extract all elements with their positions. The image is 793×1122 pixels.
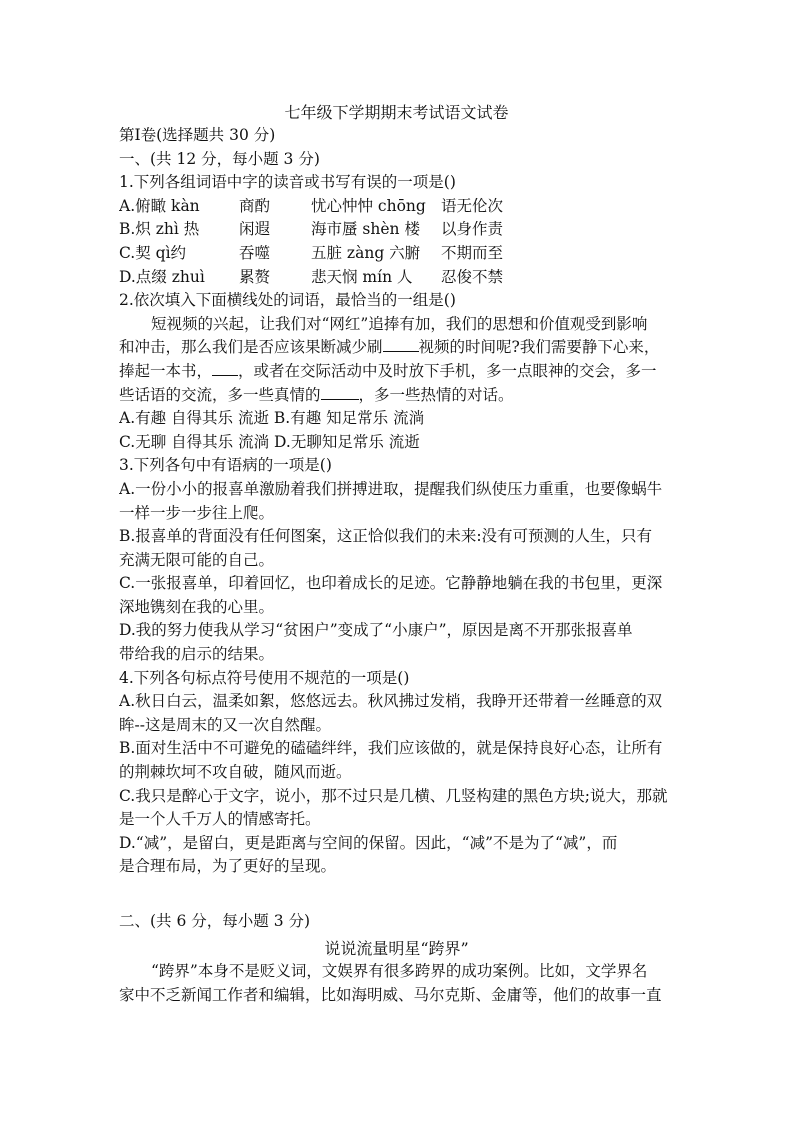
q1-a-1: A.俯瞰 kàn	[119, 196, 200, 215]
q1-b-1: B.炽 zhì 热	[119, 220, 200, 239]
q4-stem: 4.下列各句标点符号使用不规范的一项是()	[119, 668, 410, 687]
q3-option-d-line2: 带给我的启示的结果。	[119, 645, 275, 664]
q1-option-row-b	[119, 218, 679, 242]
q1-d-1: D.点缀 zhuì	[119, 267, 205, 286]
q2-options-ab: A.有趣 自得其乐 流逝 B.有趣 知足常乐 流淌	[119, 409, 425, 428]
q2-text-2a: 和冲击，那么我们是否应该果断减少刷	[119, 338, 383, 357]
passage-line2: 家中不乏新闻工作者和编辑，比如海明威、马尔克斯、金庸等，他们的故事一直	[119, 985, 662, 1004]
q1-a-3: 忧心忡忡 chōng	[311, 196, 426, 215]
exam-body-part3	[119, 960, 679, 1007]
q2-passage-line4	[119, 384, 679, 408]
q4-option-d-line1: D.“减”，是留白，更是距离与空间的保留。因此，“减”不是为了“减”，而	[119, 833, 618, 852]
q1-option-row-c	[119, 242, 679, 266]
q1-d-3: 悲天悯 mín 人	[311, 267, 413, 286]
q3-option-b-line1: B.报喜单的背面没有任何图案，这正恰似我们的未来:没有可预测的人生，只有	[119, 527, 653, 546]
q2-text-3b: ，或者在交际活动中及时放下手机，多一点眼神的交会，多一	[238, 361, 657, 380]
q4-option-d-line2: 是合理布局，为了更好的呈现。	[119, 857, 337, 876]
q4-option-c-line1: C.我只是醉心于文字，说小，那不过只是几横、几竖构建的黑色方块;说大，那就	[119, 786, 668, 805]
q1-c-1: C.契 qì约	[119, 243, 187, 262]
q4-option-b-line2: 的荆棘坎坷不攻自破，随风而逝。	[119, 763, 352, 782]
volume-heading: 第Ⅰ卷(选择题共 30 分)	[119, 126, 276, 144]
exam-body-part1	[119, 124, 679, 879]
q2-options-cd: C.无聊 自得其乐 流淌 D.无聊知足常乐 流逝	[119, 432, 420, 451]
q2-text-2b: 视频的时间呢?我们需要静下心来，	[418, 338, 660, 357]
q4-option-a-line2: 眸--这是周末的又一次自然醒。	[119, 715, 331, 734]
q2-blank-2	[212, 361, 238, 376]
q3-option-d-line1: D.我的努力使我从学习“贫困户”变成了“小康户”，原因是离不开那张报喜单	[119, 621, 633, 640]
q1-b-3: 海市蜃 shèn 楼	[311, 220, 420, 239]
section2-heading: 二、(共 6 分，每小题 3 分)	[119, 912, 311, 930]
q2-passage-line3	[119, 360, 679, 384]
q3-option-a-line1: A.一份小小的报喜单激励着我们拼搏进取，提醒我们纵使压力重重，也要像蜗牛	[119, 479, 663, 498]
q1-stem: 1.下列各组词语中字的读音或书写有误的一项是()	[119, 173, 456, 192]
q4-option-c-line2: 是一个人千万人的情感寄托。	[119, 810, 321, 829]
q1-b-2: 闲遐	[239, 220, 271, 239]
q3-option-a-line2: 一样一步一步往上爬。	[119, 503, 275, 522]
q3-option-b-line2: 充满无限可能的自己。	[119, 550, 275, 569]
q3-option-c-line1: C.一张报喜单，印着回忆，也印着成长的足迹。它静静地躺在我的书包里，更深	[119, 574, 663, 593]
q2-blank-3	[321, 385, 359, 400]
q2-text-4a: 些话语的交流，多一些真情的	[119, 385, 321, 404]
q2-passage-line1: 短视频的兴起，让我们对“网红”追捧有加，我们的思想和价值观受到影响	[151, 314, 648, 333]
q1-d-2: 累赘	[239, 267, 271, 286]
q1-d-4: 忍俊不禁	[441, 267, 504, 286]
q2-blank-1	[383, 337, 419, 352]
passage-line1: “跨界”本身不是贬义词，文娱界有很多跨界的成功案例。比如，文学界名	[151, 962, 648, 980]
q3-option-c-line2: 深地镌刻在我的心里。	[119, 597, 275, 616]
q1-a-2: 商酌	[239, 196, 271, 215]
q2-text-4b: ，多一些热情的对话。	[358, 385, 514, 404]
q4-option-a-line1: A.秋日白云，温柔如絮，悠悠远去。秋风拂过发梢，我睁开还带着一丝睡意的双	[119, 692, 663, 711]
q2-passage-line2	[119, 336, 679, 360]
q1-option-row-a	[119, 195, 679, 219]
q3-stem: 3.下列各句中有语病的一项是()	[119, 456, 332, 475]
exam-body-part2	[119, 910, 679, 934]
exam-title: 七年级下学期期末考试语文试卷	[284, 103, 509, 122]
passage-title: 说说流量明星“跨界”	[324, 939, 469, 958]
q1-option-row-d	[119, 266, 679, 290]
q1-b-4: 以身作责	[441, 220, 504, 239]
q2-stem: 2.依次填入下面横线处的词语，最恰当的一组是()	[119, 291, 456, 310]
section1-heading: 一、(共 12 分，每小题 3 分)	[119, 149, 320, 168]
q1-a-4: 语无伦次	[441, 196, 504, 215]
q1-c-4: 不期而至	[441, 243, 504, 262]
q1-c-3: 五脏 zàng 六腑	[311, 243, 421, 262]
q4-option-b-line1: B.面对生活中不可避免的磕磕绊绊，我们应该做的，就是保持良好心态，让所有	[119, 739, 663, 758]
q2-text-3a: 捧起一本书，	[119, 361, 213, 380]
q1-c-2: 吞噬	[239, 243, 271, 262]
